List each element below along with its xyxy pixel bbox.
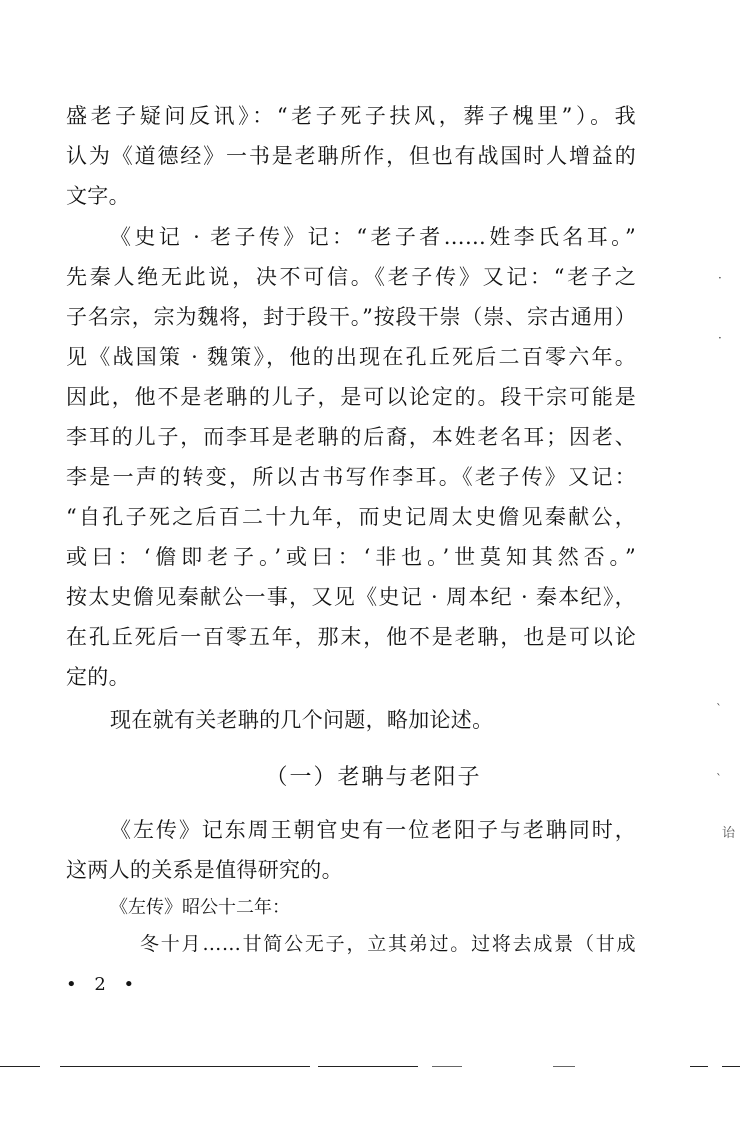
paragraph-2-line-7: 李是一声的转变，所以古书写作李耳。《老子传》又记：: [66, 465, 636, 489]
paragraph-2-line-11: 在孔丘死后一百零五年，那末，他不是老聃，也是可以论: [66, 625, 636, 649]
paragraph-2-line-2: 先秦人绝无此说，决不可信。《老子传》又记：“老子之: [66, 265, 636, 289]
scan-rule-fragment: [690, 1066, 708, 1067]
scan-rule-fragment: [60, 1066, 310, 1067]
page-number: • 2 •: [66, 974, 141, 995]
margin-dot-mark: ·: [718, 331, 722, 345]
paragraph-1-line-2: 认为《道德经》一书是老聃所作，但也有战国时人增益的: [66, 144, 636, 168]
scan-rule-fragment: [318, 1066, 418, 1067]
paragraph-2-line-8: “自孔子死之后百二十九年，而史记周太史儋见秦献公，: [66, 505, 636, 529]
paragraph-2-line-12: 定的。: [66, 665, 130, 689]
paragraph-1-line-3: 文字。: [66, 184, 130, 208]
edge-bleed-text: 诒: [722, 826, 736, 841]
paragraph-2-line-1: 《史记 · 老子传》记：“老子者……姓李氏名耳。”: [110, 225, 636, 249]
paragraph-4-line-2: 这两人的关系是值得研究的。: [66, 858, 343, 882]
paragraph-2-line-4: 见《战国策 · 魏策》，他的出现在孔丘死后二百零六年。: [66, 345, 636, 369]
quote-intro: 《左传》昭公十二年：: [110, 897, 290, 918]
margin-dot-mark: ·: [718, 271, 722, 285]
paragraph-1-line-1: 盛老子疑问反讯》：“老子死子扶风，葬子槐里”）。我: [66, 104, 636, 128]
scan-rule-fragment: [0, 1066, 40, 1067]
paragraph-4-line-1: 《左传》记东周王朝官史有一位老阳子与老聃同时，: [110, 818, 636, 842]
margin-dot-mark: `: [716, 702, 722, 716]
scan-rule-fragment: [722, 1066, 740, 1067]
paragraph-2-line-10: 按太史儋见秦献公一事，又见《史记 · 周本纪 · 秦本纪》，: [66, 585, 636, 609]
margin-dot-mark: `: [716, 772, 722, 786]
scan-rule-fragment: [553, 1066, 575, 1067]
scan-rule-fragment: [432, 1066, 462, 1067]
quote-line: 冬十月……甘简公无子，立其弟过。过将去成景（甘成: [140, 933, 636, 955]
paragraph-3: 现在就有关老聃的几个问题，略加论述。: [110, 708, 494, 732]
paragraph-2-line-9: 或曰：‘儋即老子。’或曰：‘非也。’世莫知其然否。”: [66, 545, 636, 569]
paragraph-2-line-3: 子名宗，宗为魏将，封于段干。”按段干崇（崇、宗古通用）: [66, 305, 636, 329]
paragraph-2-line-6: 李耳的儿子，而李耳是老聃的后裔，本姓老名耳；因老、: [66, 425, 636, 449]
section-heading: （一）老聃与老阳子: [265, 765, 482, 790]
paragraph-2-line-5: 因此，他不是老聃的儿子，是可以论定的。段干宗可能是: [66, 385, 636, 409]
